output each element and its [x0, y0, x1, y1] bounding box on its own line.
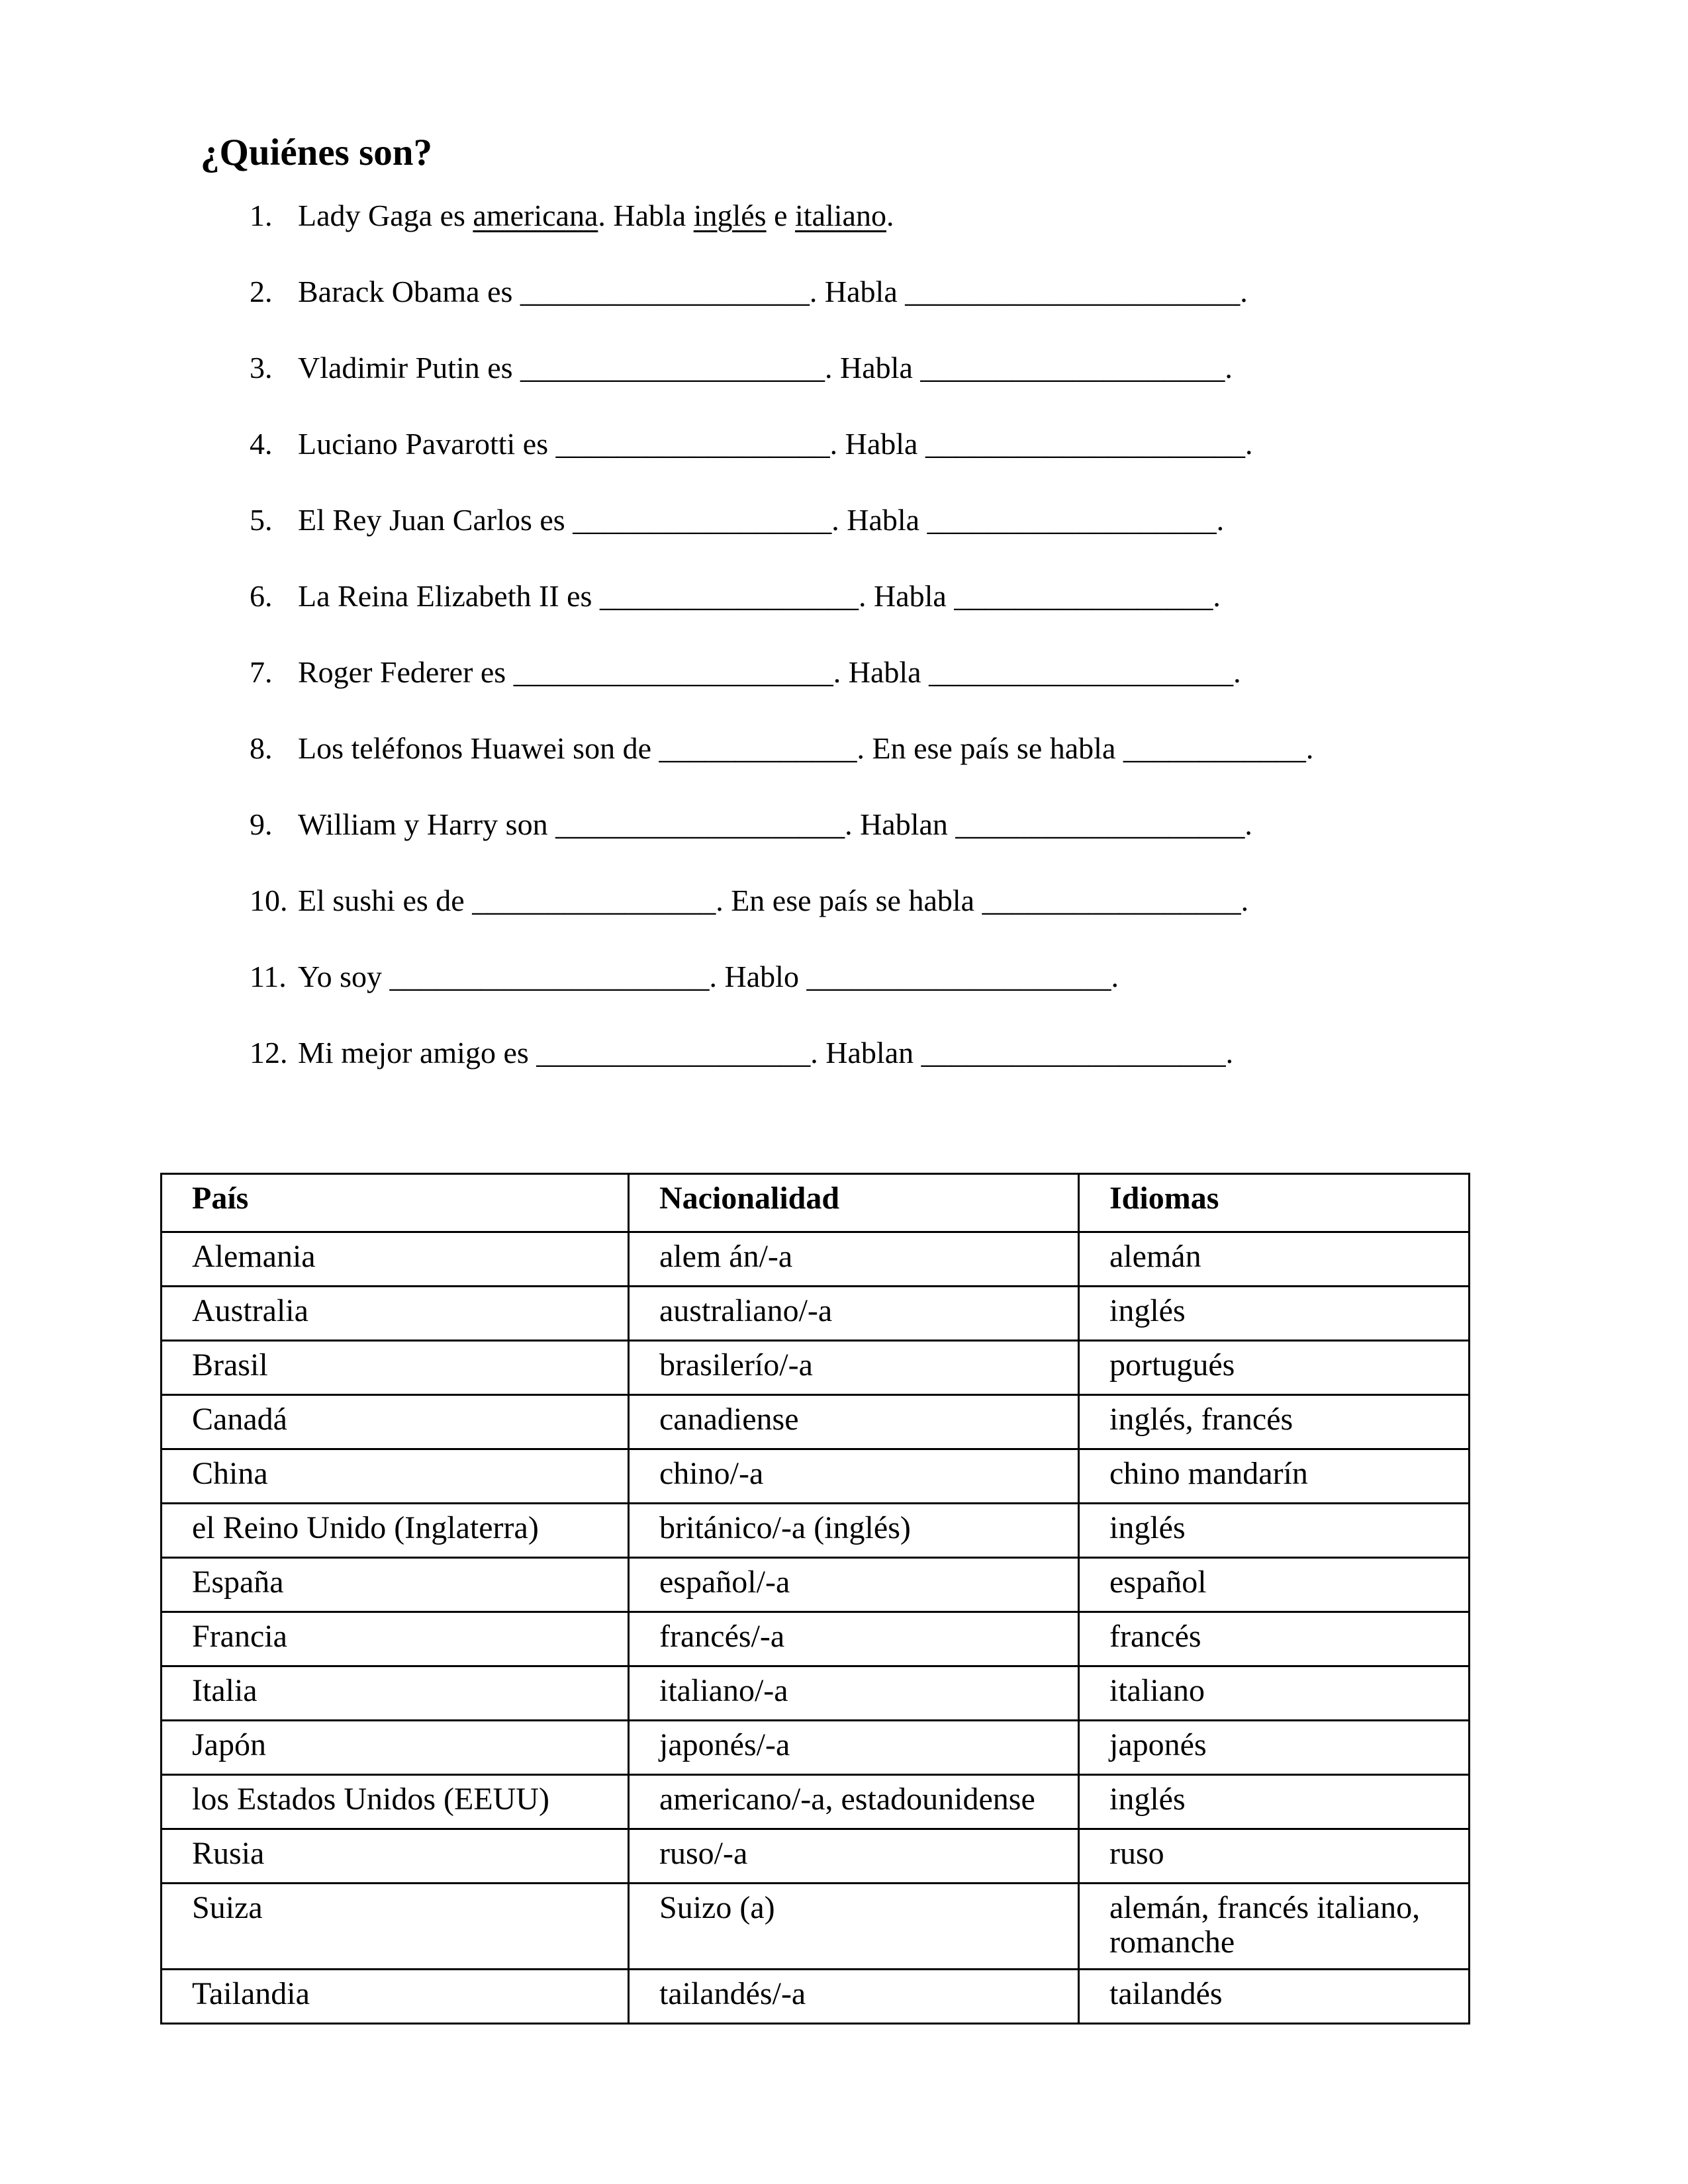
- table-row-8: [162, 1612, 1470, 1666]
- exercise-item-5: [250, 502, 1224, 538]
- exercise-item-8: [250, 731, 1313, 766]
- item-text: El sushi es de: [298, 884, 473, 917]
- exercise-item-3: [250, 350, 1233, 386]
- country-cell: China: [162, 1449, 629, 1504]
- item-text: .: [1305, 731, 1314, 765]
- table-row-7: [162, 1558, 1470, 1612]
- fill-blank: ____________________: [920, 351, 1225, 385]
- item-text: . Habla: [831, 503, 927, 537]
- item-text: . Habla: [858, 579, 955, 613]
- fill-blank: __________________: [555, 427, 830, 461]
- exercise-item-1: [250, 198, 894, 234]
- item-text: Lady Gaga es: [298, 199, 473, 232]
- table-row-9: [162, 1666, 1470, 1721]
- item-text: . Habla: [825, 351, 921, 385]
- fill-blank: _____________________: [925, 427, 1245, 461]
- language-cell: alemán, francés italiano, romanche: [1079, 1884, 1470, 1970]
- item-number: 9.: [250, 807, 273, 841]
- exercise-item-9: [250, 807, 1252, 842]
- country-cell: Alemania: [162, 1232, 629, 1287]
- language-cell: inglés, francés: [1079, 1395, 1470, 1449]
- underlined-answer: americana: [473, 199, 598, 232]
- table-header-idiomas: Idiomas: [1079, 1174, 1470, 1232]
- item-text: .: [1244, 427, 1253, 461]
- item-text: .: [1216, 503, 1225, 537]
- language-cell: alemán: [1079, 1232, 1470, 1287]
- nationality-cell: alem án/-a: [629, 1232, 1079, 1287]
- country-cell: el Reino Unido (Inglaterra): [162, 1504, 629, 1558]
- language-cell: inglés: [1079, 1504, 1470, 1558]
- item-number: 6.: [250, 579, 273, 613]
- reference-table: [160, 1173, 1470, 2025]
- table-header-pais: País: [162, 1174, 629, 1232]
- item-text: Vladimir Putin es: [298, 351, 521, 385]
- fill-blank: ___________________: [555, 807, 845, 841]
- fill-blank: ____________________: [921, 1036, 1226, 1069]
- language-cell: chino mandarín: [1079, 1449, 1470, 1504]
- language-cell: inglés: [1079, 1287, 1470, 1341]
- language-cell: portugués: [1079, 1341, 1470, 1395]
- language-cell: tailandés: [1079, 1970, 1470, 2024]
- nationality-cell: americano/-a, estadounidense: [629, 1775, 1079, 1829]
- table-row-3: [162, 1341, 1470, 1395]
- fill-blank: ___________________: [927, 503, 1217, 537]
- item-number: 12.: [250, 1036, 288, 1069]
- table-row-14: [162, 1970, 1470, 2024]
- underlined-answer: italiano: [795, 199, 886, 232]
- country-cell: Australia: [162, 1287, 629, 1341]
- item-text: . En ese país se habla: [857, 731, 1123, 765]
- item-number: 2.: [250, 275, 273, 308]
- fill-blank: _____________________: [389, 960, 710, 993]
- table-row-5: [162, 1449, 1470, 1504]
- fill-blank: ____________________: [806, 960, 1111, 993]
- item-text: .: [1244, 807, 1252, 841]
- table-row-12: [162, 1829, 1470, 1884]
- fill-blank: ___________________: [520, 275, 810, 308]
- country-cell: Rusia: [162, 1829, 629, 1884]
- exercise-item-6: [250, 578, 1221, 614]
- item-number: 10.: [250, 884, 288, 917]
- underlined-answer: inglés: [693, 199, 767, 232]
- nationality-cell: canadiense: [629, 1395, 1079, 1449]
- fill-blank: ____________________: [520, 351, 825, 385]
- nationality-cell: brasilerío/-a: [629, 1341, 1079, 1395]
- table-row-13: [162, 1884, 1470, 1970]
- language-cell: francés: [1079, 1612, 1470, 1666]
- nationality-cell: francés/-a: [629, 1612, 1079, 1666]
- item-text: . En ese país se habla: [716, 884, 982, 917]
- language-cell: inglés: [1079, 1775, 1470, 1829]
- fill-blank: _________________: [573, 503, 832, 537]
- country-cell: Italia: [162, 1666, 629, 1721]
- item-text: . Habla: [809, 275, 906, 308]
- fill-blank: ___________________: [955, 807, 1245, 841]
- item-text: . Hablan: [845, 807, 956, 841]
- item-text: . Habla: [833, 655, 929, 689]
- reference-table-body: [162, 1174, 1470, 2024]
- item-text: Yo soy: [298, 960, 390, 993]
- item-text: Roger Federer es: [298, 655, 514, 689]
- fill-blank: _________________: [954, 579, 1213, 613]
- nationality-cell: japonés/-a: [629, 1721, 1079, 1775]
- country-cell: España: [162, 1558, 629, 1612]
- exercise-item-12: [250, 1035, 1233, 1071]
- exercise-item-11: [250, 959, 1119, 995]
- country-cell: Francia: [162, 1612, 629, 1666]
- country-cell: Tailandia: [162, 1970, 629, 2024]
- nationality-cell: australiano/-a: [629, 1287, 1079, 1341]
- table-row-4: [162, 1395, 1470, 1449]
- table-header-nacionalidad: Nacionalidad: [629, 1174, 1079, 1232]
- item-text: Los teléfonos Huawei son de: [298, 731, 659, 765]
- table-row-11: [162, 1775, 1470, 1829]
- language-cell: japonés: [1079, 1721, 1470, 1775]
- country-cell: Canadá: [162, 1395, 629, 1449]
- language-cell: ruso: [1079, 1829, 1470, 1884]
- page-title: ¿Quiénes son?: [201, 132, 432, 173]
- item-number: 3.: [250, 351, 273, 385]
- fill-blank: __________________: [536, 1036, 811, 1069]
- nationality-cell: ruso/-a: [629, 1829, 1079, 1884]
- item-number: 11.: [250, 960, 287, 993]
- country-cell: Brasil: [162, 1341, 629, 1395]
- nationality-cell: británico/-a (inglés): [629, 1504, 1079, 1558]
- item-text: .: [1225, 351, 1233, 385]
- language-cell: español: [1079, 1558, 1470, 1612]
- fill-blank: _____________________: [513, 655, 833, 689]
- item-number: 5.: [250, 503, 273, 537]
- item-text: .: [1233, 655, 1241, 689]
- item-text: . Hablan: [810, 1036, 921, 1069]
- nationality-cell: italiano/-a: [629, 1666, 1079, 1721]
- item-text: La Reina Elizabeth II es: [298, 579, 600, 613]
- fill-blank: _________________: [982, 884, 1241, 917]
- item-number: 7.: [250, 655, 273, 689]
- nationality-cell: chino/-a: [629, 1449, 1079, 1504]
- table-header-row: [162, 1174, 1470, 1232]
- language-cell: italiano: [1079, 1666, 1470, 1721]
- item-text: .: [1213, 579, 1221, 613]
- item-text: e: [766, 199, 796, 232]
- item-text: . Habla: [829, 427, 925, 461]
- table-row-2: [162, 1287, 1470, 1341]
- item-text: . Habla: [598, 199, 694, 232]
- exercise-item-7: [250, 655, 1241, 690]
- item-number: 8.: [250, 731, 273, 765]
- fill-blank: ____________________: [929, 655, 1234, 689]
- item-text: . Hablo: [709, 960, 807, 993]
- exercise-item-4: [250, 426, 1252, 462]
- item-text: Luciano Pavarotti es: [298, 427, 556, 461]
- exercise-item-10: [250, 883, 1248, 919]
- item-number: 4.: [250, 427, 273, 461]
- table-row-1: [162, 1232, 1470, 1287]
- country-cell: Japón: [162, 1721, 629, 1775]
- table-row-10: [162, 1721, 1470, 1775]
- fill-blank: _________________: [599, 579, 859, 613]
- item-text: .: [1240, 275, 1248, 308]
- item-number: 1.: [250, 199, 273, 232]
- nationality-cell: tailandés/-a: [629, 1970, 1079, 2024]
- item-text: .: [1225, 1036, 1234, 1069]
- fill-blank: _____________: [659, 731, 857, 765]
- item-text: William y Harry son: [298, 807, 556, 841]
- table-row-6: [162, 1504, 1470, 1558]
- fill-blank: ____________: [1123, 731, 1306, 765]
- item-text: El Rey Juan Carlos es: [298, 503, 573, 537]
- country-cell: los Estados Unidos (EEUU): [162, 1775, 629, 1829]
- nationality-cell: Suizo (a): [629, 1884, 1079, 1970]
- nationality-cell: español/-a: [629, 1558, 1079, 1612]
- exercise-item-2: [250, 274, 1248, 310]
- item-text: .: [886, 199, 894, 232]
- item-text: Barack Obama es: [298, 275, 520, 308]
- item-text: Mi mejor amigo es: [298, 1036, 537, 1069]
- fill-blank: ________________: [472, 884, 716, 917]
- item-text: .: [1111, 960, 1119, 993]
- fill-blank: ______________________: [905, 275, 1241, 308]
- country-cell: Suiza: [162, 1884, 629, 1970]
- item-text: .: [1241, 884, 1249, 917]
